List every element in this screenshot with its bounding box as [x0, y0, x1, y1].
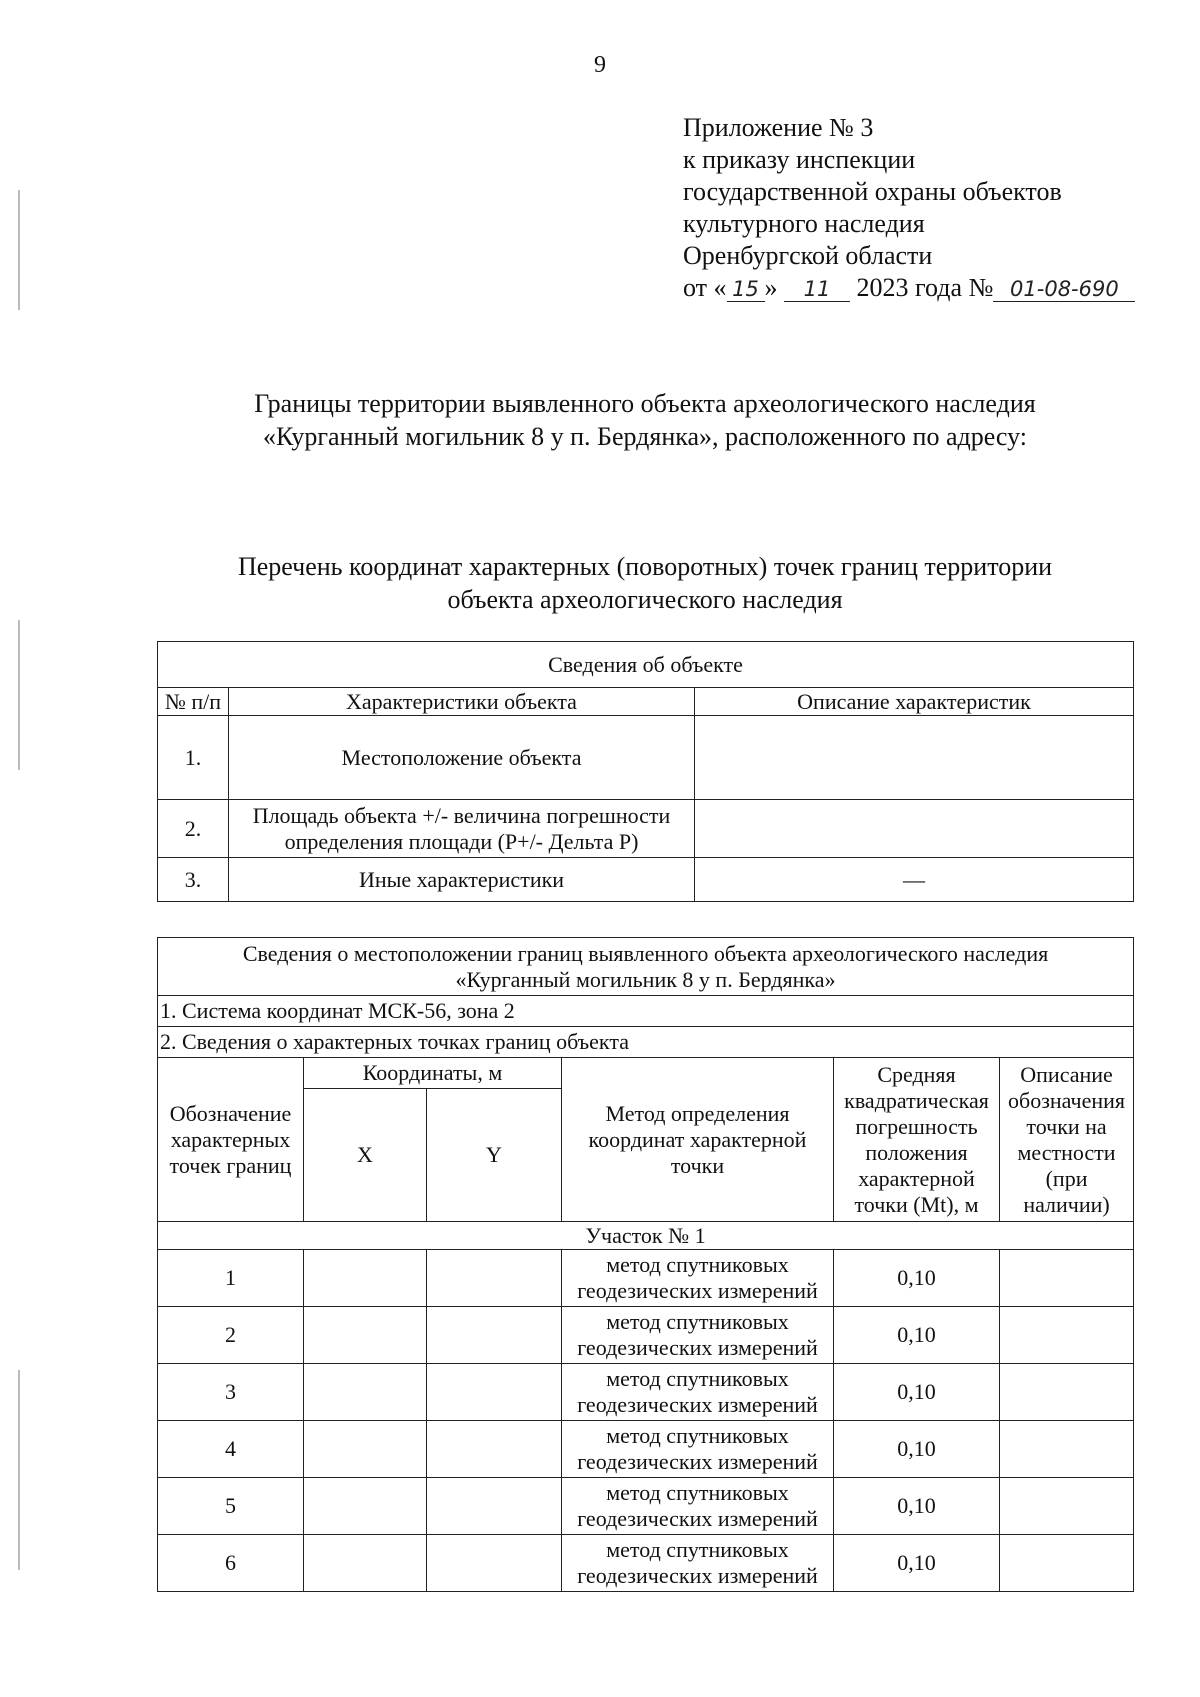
points-section-title: 2. Сведения о характерных точках границ объекта	[158, 1027, 1134, 1058]
point-description	[1000, 1250, 1134, 1307]
point-y	[427, 1307, 562, 1364]
appendix-line: Оренбургской области	[683, 241, 933, 270]
point-id: 6	[158, 1535, 304, 1592]
subheading-line: Перечень координат характерных (поворотных) точек границ территории	[237, 552, 1053, 581]
point-description-header: Описание обозначения точки на местности (при наличии)	[1000, 1058, 1134, 1222]
location-info-title	[158, 938, 1134, 996]
point-method	[562, 1535, 834, 1592]
method-line: геодезических измерений	[577, 1506, 818, 1531]
coordinate-system: 1. Система координат МСК-56, зона 2	[158, 996, 1134, 1027]
table-row	[158, 1250, 1134, 1307]
document-heading	[0, 387, 1200, 453]
designation-header: Обозначение характерных точек границ	[158, 1058, 304, 1222]
method-line: метод спутниковых	[606, 1309, 789, 1334]
point-method	[562, 1364, 834, 1421]
method-line: геодезических измерений	[577, 1449, 818, 1474]
location-info-table	[157, 937, 1134, 1592]
method-line: геодезических измерений	[577, 1392, 818, 1417]
scan-edge-mark	[18, 620, 20, 770]
point-y	[427, 1478, 562, 1535]
characteristic-line: Площадь объекта +/- величина погрешности	[252, 802, 671, 828]
point-method	[562, 1478, 834, 1535]
heading-line: «Курганный могильник 8 у п. Бердянка», расположенного по адресу:	[263, 422, 1027, 451]
table-row	[158, 858, 1134, 902]
method-line: метод спутниковых	[606, 1423, 789, 1448]
point-description	[1000, 1535, 1134, 1592]
table-row	[158, 800, 1134, 858]
point-method	[562, 1421, 834, 1478]
location-title-line: Сведения о местоположении границ выявленного объекта археологического наследия	[242, 940, 1049, 966]
table-row	[158, 1535, 1134, 1592]
order-date-line	[683, 272, 1135, 304]
point-x	[304, 1535, 427, 1592]
method-line: геодезических измерений	[577, 1335, 818, 1360]
method-line: геодезических измерений	[577, 1278, 818, 1303]
point-description	[1000, 1307, 1134, 1364]
date-mid: »	[764, 273, 778, 302]
column-header: № п/п	[158, 688, 229, 716]
point-description	[1000, 1478, 1134, 1535]
year-text: 2023 года №	[850, 273, 994, 302]
scan-edge-mark	[18, 1370, 20, 1570]
point-y	[427, 1535, 562, 1592]
characteristic	[229, 800, 695, 858]
point-method	[562, 1307, 834, 1364]
description	[695, 716, 1134, 800]
column-header: Характеристики объекта	[229, 688, 695, 716]
table-row	[158, 1421, 1134, 1478]
table-row	[158, 716, 1134, 800]
point-id: 4	[158, 1421, 304, 1478]
y-header: Y	[427, 1089, 562, 1222]
appendix-line: культурного наследия	[683, 209, 925, 238]
characteristic-line: определения площади (P+/- Дельта P)	[284, 828, 639, 854]
table-row	[158, 1478, 1134, 1535]
column-header: Описание характеристик	[695, 688, 1134, 716]
point-x	[304, 1364, 427, 1421]
appendix-line: государственной охраны объектов	[683, 177, 1062, 206]
row-number: 2.	[158, 800, 229, 858]
point-id: 1	[158, 1250, 304, 1307]
method-line: метод спутниковых	[606, 1537, 789, 1562]
method-line: метод спутниковых	[606, 1480, 789, 1505]
point-x	[304, 1307, 427, 1364]
point-y	[427, 1421, 562, 1478]
method-line: метод спутниковых	[606, 1366, 789, 1391]
handwritten-order-number: 01-08-690	[993, 277, 1135, 302]
coordinates-header: Координаты, м	[304, 1058, 562, 1089]
point-error: 0,10	[834, 1250, 1000, 1307]
handwritten-day: 15	[727, 277, 765, 302]
error-header: Средняя квадратическая погрешность положения характерной точки (Mt), м	[834, 1058, 1000, 1222]
scan-edge-mark	[18, 190, 20, 310]
description	[695, 800, 1134, 858]
point-error: 0,10	[834, 1478, 1000, 1535]
point-description	[1000, 1421, 1134, 1478]
point-error: 0,10	[834, 1535, 1000, 1592]
point-x	[304, 1478, 427, 1535]
object-info-title: Сведения об объекте	[158, 642, 1134, 688]
location-title-line: «Курганный могильник 8 у п. Бердянка»	[455, 966, 836, 992]
heading-line: Границы территории выявленного объекта археологического наследия	[254, 389, 1036, 418]
point-y	[427, 1364, 562, 1421]
appendix-header	[683, 112, 1135, 304]
point-id: 5	[158, 1478, 304, 1535]
characteristic: Местоположение объекта	[229, 716, 695, 800]
point-x	[304, 1421, 427, 1478]
table-row	[158, 1364, 1134, 1421]
handwritten-month: 11	[784, 277, 850, 302]
characteristic: Иные характеристики	[229, 858, 695, 902]
row-number: 1.	[158, 716, 229, 800]
point-error: 0,10	[834, 1364, 1000, 1421]
point-id: 3	[158, 1364, 304, 1421]
point-x	[304, 1250, 427, 1307]
description: —	[695, 858, 1134, 902]
appendix-line: Приложение № 3	[683, 113, 874, 142]
point-y	[427, 1250, 562, 1307]
object-info-table	[157, 641, 1134, 902]
table-row	[158, 1307, 1134, 1364]
x-header: X	[304, 1089, 427, 1222]
method-header: Метод определения координат характерной точки	[562, 1058, 834, 1222]
coordinates-list-heading	[0, 550, 1200, 616]
point-method	[562, 1250, 834, 1307]
appendix-line: к приказу инспекции	[683, 145, 916, 174]
subheading-line: объекта археологического наследия	[447, 585, 843, 614]
point-error: 0,10	[834, 1421, 1000, 1478]
point-error: 0,10	[834, 1307, 1000, 1364]
page-number: 9	[594, 52, 606, 78]
method-line: метод спутниковых	[606, 1252, 789, 1277]
row-number: 3.	[158, 858, 229, 902]
point-id: 2	[158, 1307, 304, 1364]
point-description	[1000, 1364, 1134, 1421]
method-line: геодезических измерений	[577, 1563, 818, 1588]
date-prefix: от «	[683, 273, 727, 302]
plot-label: Участок № 1	[158, 1222, 1134, 1250]
